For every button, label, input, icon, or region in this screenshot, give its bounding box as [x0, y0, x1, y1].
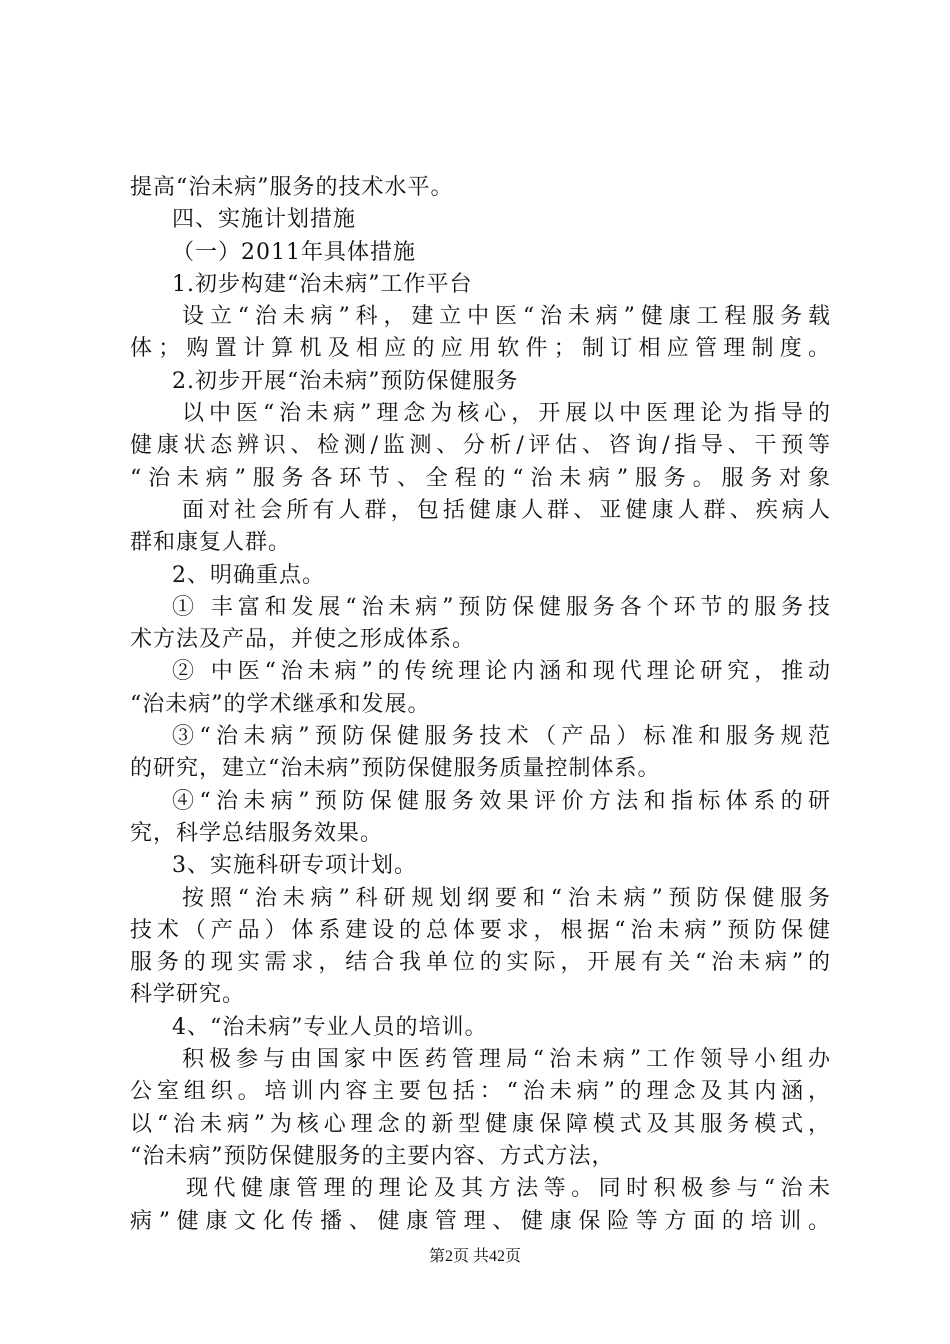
text-line: ③“治未病”预防保健服务技术（产品）标准和服务规范	[172, 724, 830, 750]
text-line: “治未病”服务各环节、全程的“治未病”服务。服务对象	[130, 465, 830, 491]
text-line: 积极参与由国家中医药管理局“治未病”工作领导小组办	[182, 1047, 830, 1073]
text-line: ① 丰富和发展“治未病”预防保健服务各个环节的服务技	[172, 594, 830, 620]
text-line: “治未病”预防保健服务的主要内容、方式方法，	[130, 1143, 615, 1169]
text-line: 公室组织。培训内容主要包括：“治未病”的理念及其内涵，	[130, 1079, 830, 1105]
text-line: 体；购置计算机及相应的应用软件；制订相应管理制度。	[130, 336, 830, 362]
page-number-footer: 第2页 共42页	[428, 1248, 521, 1265]
text-line: 服务的现实需求，结合我单位的实际，开展有关“治未病”的	[130, 950, 830, 976]
text-line: 以中医“治未病”理念为核心，开展以中医理论为指导的	[182, 401, 830, 427]
text-line: 现代健康管理的理论及其方法等。同时积极参与“治未	[186, 1176, 830, 1202]
text-line: 提高“治未病”服务的技术水平。	[130, 175, 454, 200]
subsection-heading: （一）2011年具体措施	[172, 239, 416, 265]
text-line: 的研究，建立“治未病”预防保健服务质量控制体系。	[130, 756, 661, 782]
text-line: 究，科学总结服务效果。	[130, 820, 384, 846]
text-line: ④“治未病”预防保健服务效果评价方法和指标体系的研	[172, 788, 830, 814]
text-line: 术方法及产品，并使之形成体系。	[130, 627, 476, 653]
text-line: “治未病”的学术继承和发展。	[130, 691, 431, 717]
text-line: 技术（产品）体系建设的总体要求，根据“治未病”预防保健	[130, 917, 830, 943]
section-heading: 四、实施计划措施	[172, 207, 357, 233]
text-line: ② 中医“治未病”的传统理论内涵和现代理论研究，推动	[172, 659, 830, 685]
text-line: 病”健康文化传播、健康管理、健康保险等方面的培训。	[130, 1208, 830, 1234]
item-heading: 4、“治未病”专业人员的培训。	[172, 1014, 488, 1040]
text-line: 科学研究。	[130, 982, 246, 1008]
item-heading: 2、明确重点。	[172, 562, 325, 588]
item-heading: 2.初步开展“治未病”预防保健服务	[172, 368, 519, 394]
text-line: 群和康复人群。	[130, 530, 292, 556]
text-line: 按照“治未病”科研规划纲要和“治未病”预防保健服务	[182, 885, 830, 911]
text-line: 面对社会所有人群，包括健康人群、亚健康人群、疾病人	[182, 497, 830, 523]
item-heading: 3、实施科研专项计划。	[172, 853, 417, 879]
text-line: 设立“治未病”科，建立中医“治未病”健康工程服务载	[182, 304, 830, 330]
text-line: 以“治未病”为核心理念的新型健康保障模式及其服务模式，	[130, 1111, 830, 1137]
document-body	[130, 172, 830, 1238]
text-line: 健康状态辨识、检测/监测、分析/评估、咨询/指导、干预等	[130, 433, 830, 459]
item-heading: 1.初步构建“治未病”工作平台	[172, 271, 473, 297]
